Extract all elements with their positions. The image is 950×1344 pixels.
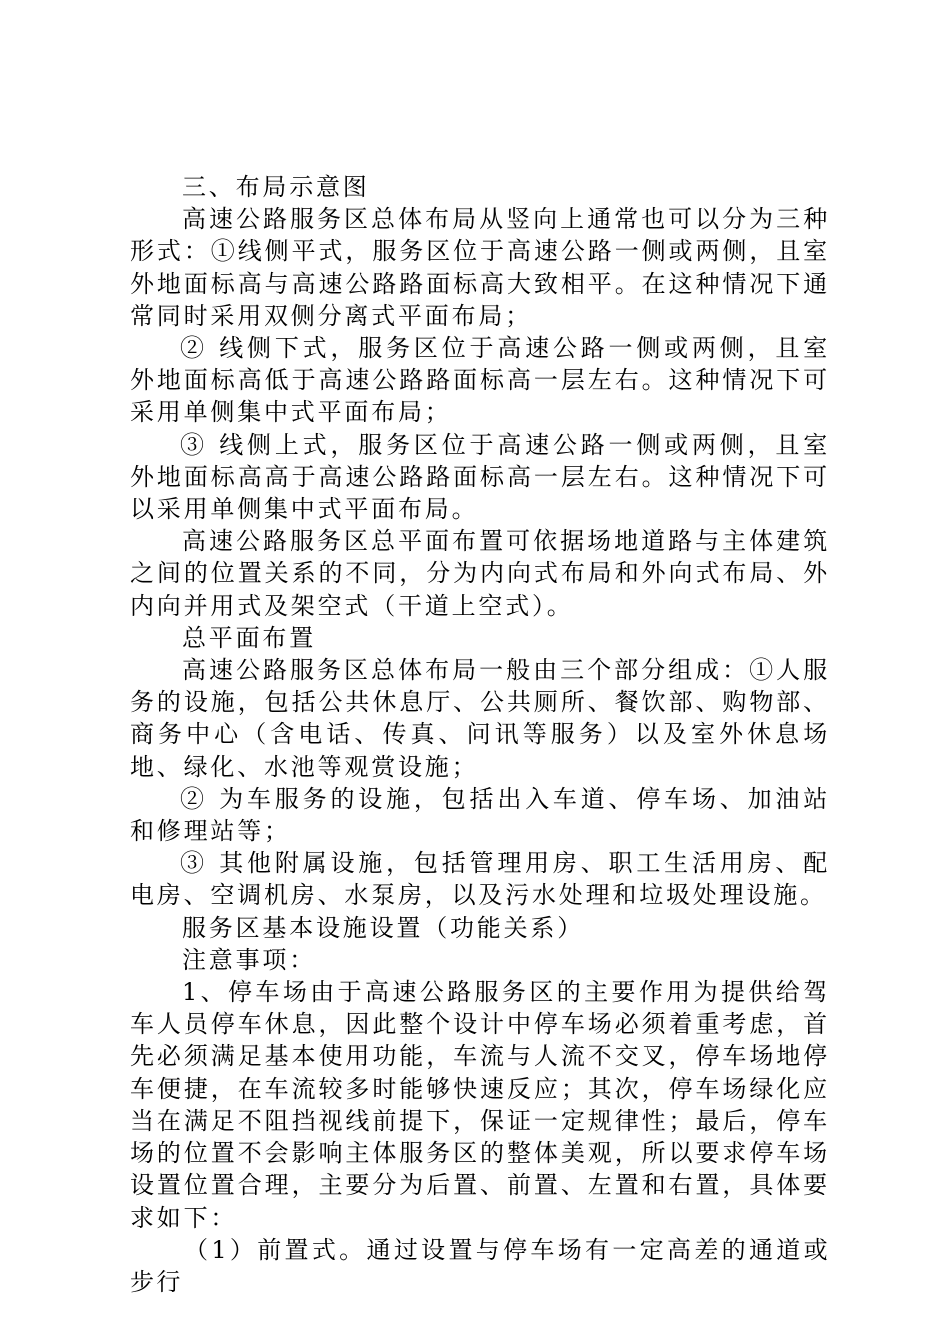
paragraph-site-plan-types: 高速公路服务区总平面布置可依据场地道路与主体建筑之间的位置关系的不同，分为内向式布局和外向式布局、外内向并用式及架空式（干道上空式）。: [130, 527, 830, 620]
section-heading-layout: 三、布局示意图: [182, 173, 370, 201]
list-item-below-grade: ② 线侧下式，服务区位于高速公路一侧或两侧，且室外地面标高低于高速公路路面标高一层左右。这种情况下可采用单侧集中式平面布局；: [130, 334, 830, 427]
list-item-front-parking: （1）前置式。通过设置与停车场有一定高差的通道或步行: [130, 1235, 830, 1296]
paragraph-vertical-layout: 高速公路服务区总体布局从竖向上通常也可以分为三种形式：①线侧平式，服务区位于高速公路一侧或两侧，且室外地面标高与高速公路路面标高大致相平。在这种情况下通常同时采用双侧分离式平面布局；: [130, 205, 830, 330]
paragraph-three-parts: 高速公路服务区总体布局一般由三个部分组成：①人服务的设施，包括公共休息厅、公共厕所、餐饮部、购物部、商务中心（含电话、传真、问讯等服务）以及室外休息场地、绿化、水池等观赏设施；: [130, 656, 830, 781]
document-body: [130, 171, 830, 1298]
list-item-ancillary-facilities: ③ 其他附属设施，包括管理用房、职工生活用房、配电房、空调机房、水泵房，以及污水处理和垃圾处理设施。: [130, 849, 830, 910]
section-heading-site-plan: 总平面布置: [182, 623, 316, 652]
section-heading-notes: 注意事项：: [182, 945, 316, 974]
section-heading-basic-facilities: 服务区基本设施设置（功能关系）: [182, 913, 584, 942]
paragraph-parking: 1、停车场由于高速公路服务区的主要作用为提供给驾车人员停车休息，因此整个设计中停车场必须着重考虑，首先必须满足基本使用功能，车流与人流不交叉，停车场地停车便捷，在车流较多时能够快速反应；其次，停车场绿化应当在满足不阻挡视线前提下，保证一定规律性；最后，停车场的位置不会影响主体服务区的整体美观，所以要求停车场设置位置合理，主要分为后置、前置、左置和右置，具体要求如下：: [130, 978, 830, 1232]
list-item-above-grade: ③ 线侧上式，服务区位于高速公路一侧或两侧，且室外地面标高高于高速公路路面标高一层左右。这种情况下可以采用单侧集中式平面布局。: [130, 430, 830, 524]
list-item-vehicle-facilities: ② 为车服务的设施，包括出入车道、停车场、加油站和修理站等；: [130, 784, 830, 846]
